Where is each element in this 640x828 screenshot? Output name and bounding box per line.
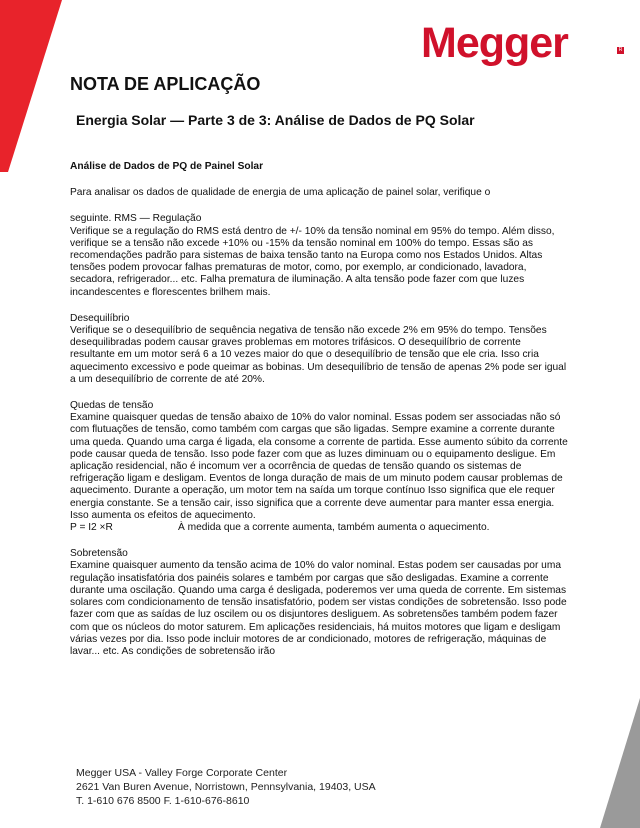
footer-company: Megger USA - Valley Forge Corporate Center (76, 767, 288, 779)
rms-paragraph: Verifique se a regulação do RMS está dentro de +/- 10% da tensão nominal em 95% do tempo. Além disso, verifique se a tensão não excede +10% ou -15% da tensão nominal em 100% do tempo. Essas são as recomendações padrão para sistemas de baixa tensão tanto na Europa como nos Estados Unidos. Altas tensões podem provocar falhas prematuras de motor, como, por exemplo, ar condicionado, lavadora, secadora, refrigerador... etc. Falha prematura de iluminação. A alta tensão pode fazer com que luzes incandescentes e florescentes brilhem mais. (70, 225, 555, 298)
formula-equation: P = I2 ×R (70, 522, 113, 534)
rms-heading: seguinte. RMS — Regulação (70, 213, 202, 225)
intro-paragraph: Para analisar os dados de qualidade de energia de uma aplicação de painel solar, verifique o (70, 187, 491, 199)
rms-section (70, 213, 568, 298)
section-heading: Análise de Dados de PQ de Painel Solar (70, 161, 264, 172)
unbalance-heading: Desequilíbrio (70, 312, 130, 324)
heating-formula (70, 522, 568, 534)
page-footer (76, 766, 376, 808)
swell-section (70, 548, 568, 658)
document-body (70, 161, 568, 658)
footer-phone: T. 1-610 676 8500 F. 1-610-676-8610 (76, 795, 250, 807)
sag-heading: Quedas de tensão (70, 400, 154, 412)
document-title: Energia Solar — Parte 3 de 3: Análise de Dados de PQ Solar (76, 112, 475, 128)
logo-wordmark (421, 20, 568, 66)
unbalance-section (70, 313, 568, 386)
logo-text: Megger (421, 19, 568, 67)
megger-logo (421, 19, 623, 70)
unbalance-paragraph: Verifique se o desequilíbrio de sequência negativa de tensão não excede 2% em 95% do tempo. Tensões desequilibradas podem causar graves problemas em motores trifásicos. O desequilíbrio de corrente resultante em um motor será 6 a 10 vezes maior do que o desequilíbrio de tensão que ele cria. Isso cria aquecimento excessivo e pode queimar as bobinas. Um desequilíbrio de tensão de apenas 2% pode ser igual a um desequilíbrio de corrente de até 20%. (70, 325, 567, 385)
document-type: NOTA DE APLICAÇÃO (70, 74, 261, 94)
sag-paragraph: Examine quaisquer quedas de tensão abaixo de 10% do valor nominal. Essas podem ser associadas não só com flutuações de tensão, como também com cargas que são ligadas. Sempre examine a corrente durante uma queda. Quando uma carga é ligada, ela consome a corrente de partida. Esse aumento súbito da corrente pode causar queda de tensão. Isso pode fazer com que as luzes diminuam ou o equipamento desligue. Em aplicação residencial, não é incomum ver a ocorrência de quedas de tensão quando os sistemas de refrigeração ligam e desligam. Eventos de longa duração de mais de um minuto podem causar problemas de aquecimento. Durante a operação, um motor tem na saída um torque contínuo Isso significa que ele requer energia constante. Se a tensão cair, isso significa que a corrente deve aumentar para manter essa energia. Isso aumenta os efeitos de aquecimento. (70, 412, 568, 521)
red-corner-accent (0, 0, 70, 175)
swell-paragraph: Examine quaisquer aumento da tensão acima de 10% do valor nominal. Estas podem ser causadas por uma regulação insatisfatória dos painéis solares e também por cargas que são desligadas. Examine a corrente durante uma oscilação. Quando uma carga é desligada, poderemos ver uma queda de corrente. Em sistemas solares com condicionamento de tensão insatisfatório, podem ser vistas condições de sobretensão. Isso pode fazer com que as saídas de luz oscilem ou os disjuntores desliguem. As sobretensões também podem fazer com que os núcleos do motor saturem. Em aplicações residenciais, há muitos motores que ligam e desligam várias vezes por dia. Isso pode incluir motores de ar condicionado, motores de refrigeração, máquinas de lavar... etc. As condições de sobretensão irão (70, 560, 567, 657)
formula-note: À medida que a corrente aumenta, também aumenta o aquecimento. (178, 522, 490, 534)
registered-mark-icon: R (618, 47, 623, 53)
swell-heading: Sobretensão (70, 548, 128, 560)
footer-address: 2621 Van Buren Avenue, Norristown, Pennsylvania, 19403, USA (76, 781, 376, 793)
sag-section (70, 400, 568, 534)
gray-corner-accent (600, 698, 640, 828)
